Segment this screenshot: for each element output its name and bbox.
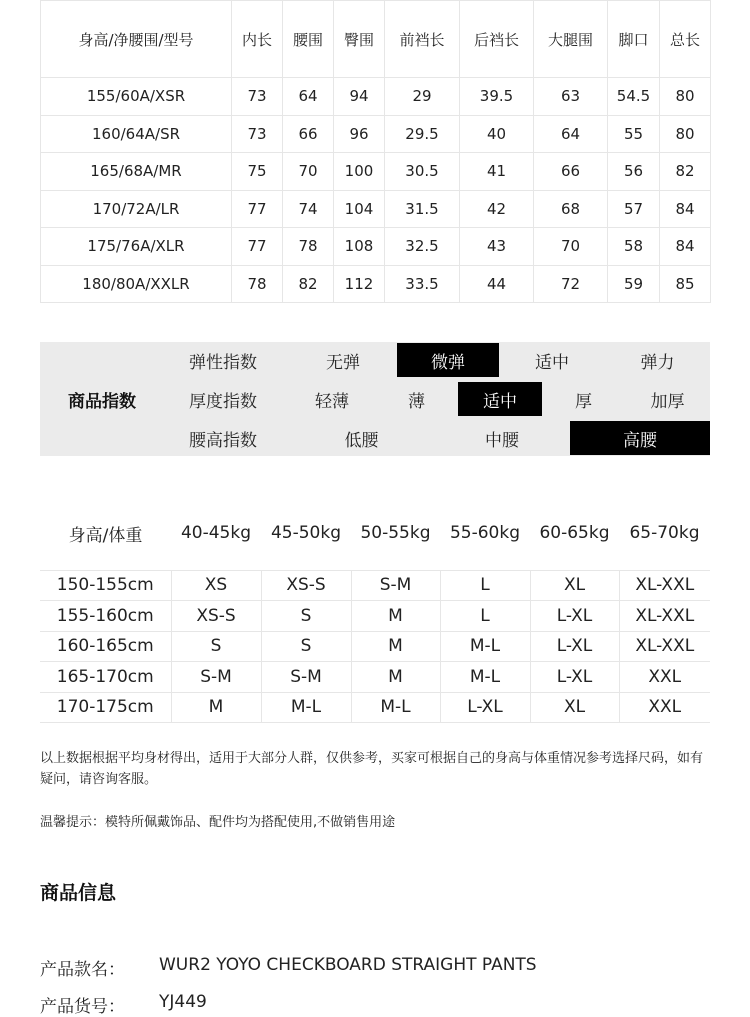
size-chart-cell: 72 — [534, 265, 608, 303]
recommended-size-cell: L — [440, 570, 530, 601]
recommended-size-cell: M — [351, 601, 440, 632]
product-index-option-selected: 微弹 — [397, 343, 499, 377]
size-chart-row — [41, 78, 711, 116]
height-weight-row — [40, 662, 710, 693]
size-chart-cell: 59 — [608, 265, 660, 303]
size-chart-cell: 84 — [660, 228, 711, 266]
size-chart-cell: 30.5 — [385, 153, 460, 191]
size-chart-size-label: 170/72A/LR — [41, 190, 232, 228]
product-index-option: 弹力 — [640, 352, 675, 373]
size-chart-cell: 78 — [283, 228, 334, 266]
recommended-size-cell: XL — [530, 570, 619, 601]
recommended-size-cell: M — [351, 662, 440, 693]
weight-range-header: 60-65kg — [539, 523, 610, 543]
height-range-label: 160-165cm — [40, 631, 171, 662]
size-chart-size-label: 155/60A/XSR — [41, 78, 232, 116]
height-weight-row — [40, 631, 710, 662]
size-chart-cell: 42 — [460, 190, 534, 228]
size-chart-cell: 96 — [334, 115, 385, 153]
size-chart-size-label: 165/68A/MR — [41, 153, 232, 191]
size-chart-cell: 77 — [232, 190, 283, 228]
size-chart-cell: 33.5 — [385, 265, 460, 303]
product-info-label: 产品款名： — [40, 960, 125, 980]
product-index-option: 薄 — [408, 391, 425, 412]
size-chart-column-header: 脚口 — [608, 1, 660, 78]
product-info-value: YJ449 — [159, 992, 207, 1012]
size-chart-cell: 57 — [608, 190, 660, 228]
product-index-panel — [40, 342, 710, 456]
height-range-label: 150-155cm — [40, 570, 171, 601]
recommended-size-cell: M — [171, 692, 261, 723]
spacer-cell — [40, 552, 710, 570]
size-chart-cell: 112 — [334, 265, 385, 303]
size-chart-size-label: 180/80A/XXLR — [41, 265, 232, 303]
size-chart-cell: 31.5 — [385, 190, 460, 228]
height-weight-header-row — [40, 514, 710, 552]
size-chart-row — [41, 115, 711, 153]
size-chart-cell: 73 — [232, 115, 283, 153]
recommended-size-cell: XS-S — [171, 601, 261, 632]
product-index-row-label: 弹性指数 — [189, 352, 257, 373]
size-chart-header-row — [41, 1, 711, 78]
product-info-title: 商品信息 — [40, 882, 117, 904]
size-chart-cell: 80 — [660, 115, 711, 153]
size-chart-cell: 84 — [660, 190, 711, 228]
size-chart-cell: 32.5 — [385, 228, 460, 266]
product-index-row — [40, 343, 710, 377]
recommended-size-cell: M-L — [440, 631, 530, 662]
size-chart-cell: 29.5 — [385, 115, 460, 153]
size-chart-column-header: 臀围 — [334, 1, 385, 78]
recommended-size-cell: L — [440, 601, 530, 632]
height-range-label: 165-170cm — [40, 662, 171, 693]
size-chart-row — [41, 228, 711, 266]
size-chart-cell: 85 — [660, 265, 711, 303]
size-chart-cell: 29 — [385, 78, 460, 116]
product-index-title: 商品指数 — [68, 391, 136, 412]
size-chart-cell: 77 — [232, 228, 283, 266]
size-chart-cell: 70 — [534, 228, 608, 266]
size-chart-cell: 80 — [660, 78, 711, 116]
size-disclaimer-text: 以上数据根据平均身材得出，适用于大部分人群，仅供参考，买家可根据自己的身高与体重情况参考选择尺码，如有疑问，请咨询客服。 — [40, 751, 704, 787]
product-index-option: 厚 — [575, 391, 592, 412]
recommended-size-cell: M-L — [351, 692, 440, 723]
product-info-label: 产品货号： — [40, 997, 125, 1017]
recommended-size-cell: XS — [171, 570, 261, 601]
size-chart-cell: 68 — [534, 190, 608, 228]
product-index-option: 无弹 — [326, 352, 360, 373]
size-chart-cell: 70 — [283, 153, 334, 191]
size-chart-cell: 73 — [232, 78, 283, 116]
recommended-size-cell: S — [261, 631, 351, 662]
product-index-row — [40, 382, 710, 416]
size-chart-column-header: 内长 — [232, 1, 283, 78]
product-index-row-label: 腰高指数 — [189, 430, 257, 451]
recommended-size-cell: M — [351, 631, 440, 662]
recommended-size-cell: XL-XXL — [619, 631, 710, 662]
size-chart-cell: 74 — [283, 190, 334, 228]
weight-range-header: 40-45kg — [180, 523, 252, 543]
size-chart-cell: 66 — [534, 153, 608, 191]
size-chart-cell: 66 — [283, 115, 334, 153]
recommended-size-cell: XL-XXL — [619, 601, 710, 632]
recommended-size-cell: L-XL — [530, 601, 619, 632]
product-index-row-label: 厚度指数 — [189, 391, 257, 412]
recommended-size-cell: S-M — [261, 662, 351, 693]
size-chart-body — [41, 78, 711, 303]
height-weight-spacer — [40, 552, 710, 570]
size-chart-size-label: 160/64A/SR — [41, 115, 232, 153]
size-chart-cell: 64 — [534, 115, 608, 153]
size-chart-cell: 82 — [283, 265, 334, 303]
size-chart-cell: 78 — [232, 265, 283, 303]
recommended-size-cell: S-M — [351, 570, 440, 601]
size-chart-size-label: 175/76A/XLR — [41, 228, 232, 266]
height-weight-corner-label: 身高/体重 — [68, 525, 143, 546]
model-accessory-reminder: 温馨提示：模特所佩戴饰品、配件均为搭配使用,不做销售用途 — [40, 815, 396, 830]
recommended-size-cell: XL-XXL — [619, 570, 710, 601]
size-chart-cell: 43 — [460, 228, 534, 266]
weight-range-header: 50-55kg — [360, 523, 431, 543]
product-index-row — [40, 421, 710, 455]
product-index-option: 中腰 — [485, 430, 519, 451]
size-chart-row — [41, 153, 711, 191]
product-info-value: WUR2 YOYO CHECKBOARD STRAIGHT PANTS — [159, 955, 537, 975]
size-chart-cell: 56 — [608, 153, 660, 191]
size-chart-column-header: 前裆长 — [385, 1, 460, 78]
size-chart-cell: 75 — [232, 153, 283, 191]
recommended-size-cell: XS-S — [261, 570, 351, 601]
weight-range-header: 65-70kg — [629, 523, 700, 543]
recommended-size-cell: S — [261, 601, 351, 632]
size-chart-cell: 100 — [334, 153, 385, 191]
recommended-size-cell: M-L — [440, 662, 530, 693]
weight-range-header: 45-50kg — [270, 523, 342, 543]
product-index-option: 加厚 — [650, 391, 685, 412]
height-weight-row — [40, 692, 710, 723]
size-chart-cell: 44 — [460, 265, 534, 303]
height-weight-table — [40, 514, 710, 723]
recommended-size-cell: XXL — [619, 662, 710, 693]
size-chart-cell: 82 — [660, 153, 711, 191]
size-chart-table — [40, 0, 711, 303]
size-chart-cell: 41 — [460, 153, 534, 191]
size-chart-column-header: 总长 — [660, 1, 711, 78]
size-chart-cell: 39.5 — [460, 78, 534, 116]
recommended-size-cell: XXL — [619, 692, 710, 723]
recommended-size-cell: S — [171, 631, 261, 662]
product-index-option: 适中 — [535, 352, 569, 373]
height-range-label: 155-160cm — [40, 601, 171, 632]
size-chart-column-header: 腰围 — [283, 1, 334, 78]
weight-range-header: 55-60kg — [449, 523, 521, 543]
recommended-size-cell: M-L — [261, 692, 351, 723]
recommended-size-cell: L-XL — [530, 662, 619, 693]
product-index-option-selected: 适中 — [458, 382, 542, 416]
size-chart-cell: 54.5 — [608, 78, 660, 116]
size-chart-row — [41, 190, 711, 228]
size-chart-cell: 64 — [283, 78, 334, 116]
size-chart-cell: 108 — [334, 228, 385, 266]
recommended-size-cell: L-XL — [530, 631, 619, 662]
size-chart-row — [41, 265, 711, 303]
recommended-size-cell: XL — [530, 692, 619, 723]
product-index-option-selected: 高腰 — [570, 421, 710, 455]
size-chart-cell: 40 — [460, 115, 534, 153]
height-weight-body — [40, 552, 710, 723]
recommended-size-cell: S-M — [171, 662, 261, 693]
size-chart-column-header: 身高/净腰围/型号 — [41, 1, 232, 78]
size-chart-cell: 104 — [334, 190, 385, 228]
product-index-option: 低腰 — [344, 430, 379, 451]
height-weight-row — [40, 570, 710, 601]
size-chart-cell: 55 — [608, 115, 660, 153]
size-chart-cell: 94 — [334, 78, 385, 116]
height-weight-row — [40, 601, 710, 632]
product-index-option: 轻薄 — [315, 391, 349, 412]
size-chart-cell: 58 — [608, 228, 660, 266]
recommended-size-cell: L-XL — [440, 692, 530, 723]
height-range-label: 170-175cm — [40, 692, 171, 723]
size-chart-cell: 63 — [534, 78, 608, 116]
size-chart-column-header: 后裆长 — [460, 1, 534, 78]
size-chart-column-header: 大腿围 — [534, 1, 608, 78]
